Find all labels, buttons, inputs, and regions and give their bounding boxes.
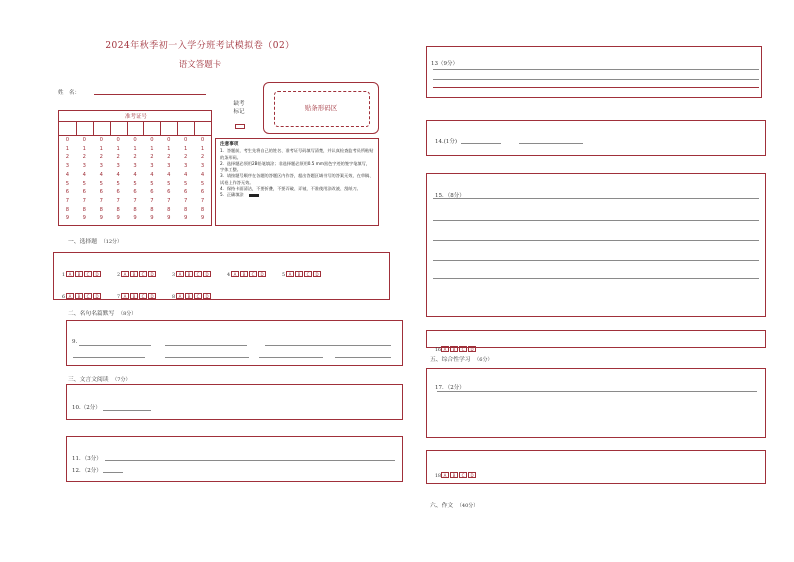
admission-digit-bubble[interactable]: 4 (133, 171, 137, 178)
mcq-option-c[interactable]: C (459, 472, 467, 478)
admission-digit-bubble[interactable]: 4 (167, 171, 171, 178)
mcq-option-b[interactable]: B (185, 271, 193, 277)
answer-box-9 (66, 320, 403, 366)
mcq-question-3 (170, 261, 212, 280)
admission-digit-bubble[interactable]: 5 (65, 180, 70, 187)
mcq-option-d[interactable]: D (313, 271, 321, 277)
admission-digit-bubble[interactable]: 3 (184, 163, 188, 170)
mcq-number: 18 (435, 474, 442, 479)
mcq-option-a[interactable]: A (286, 271, 294, 277)
admission-digit-bubble[interactable]: 6 (184, 189, 188, 196)
mcq-option-b[interactable]: B (295, 271, 303, 277)
filled-example-icon (249, 194, 259, 197)
admission-digit-bubble[interactable]: 2 (200, 154, 205, 161)
admission-number-label: 准考证号 (124, 114, 147, 120)
admission-digit-bubble[interactable]: 3 (99, 163, 103, 170)
admission-digit-bubble[interactable]: 6 (116, 189, 120, 196)
question-9-label: 9. (72, 339, 78, 345)
admission-digit-bubble[interactable]: 6 (133, 189, 137, 196)
question-14-label: 14.(1分) (435, 139, 458, 145)
admission-digit-bubble[interactable]: 3 (65, 163, 70, 170)
question-12-label: 12．（2分） (72, 468, 102, 474)
admission-digit-bubble[interactable]: 5 (150, 180, 154, 187)
admission-digit-bubble[interactable]: 5 (99, 180, 103, 187)
question-15-label: 15．（8分） (435, 193, 465, 199)
mcq-option-a[interactable]: A (231, 271, 239, 277)
admission-digit-bubble[interactable]: 0 (184, 137, 188, 143)
admission-digit-bubble[interactable]: 0 (133, 137, 137, 143)
mcq-option-c[interactable]: C (249, 271, 257, 277)
admission-digit-bubble[interactable]: 4 (200, 171, 205, 178)
mcq-question-1 (60, 261, 102, 280)
mcq-option-c[interactable]: C (194, 293, 202, 299)
admission-digit-bubble[interactable]: 4 (184, 171, 188, 178)
question-13-label: 13（9分） (431, 61, 458, 67)
mcq-option-d[interactable]: D (468, 346, 476, 352)
admission-digit-bubble[interactable]: 2 (65, 154, 70, 161)
mcq-question-6 (60, 283, 102, 302)
mcq-number: 1 (61, 273, 65, 278)
page-subtitle: 语文答题卡 (178, 60, 222, 70)
admission-digit-bubble[interactable]: 9 (133, 215, 137, 222)
answer-box-15 (426, 173, 766, 317)
admission-digit-bubble[interactable]: 7 (65, 197, 70, 204)
mcq-number: 4 (226, 273, 230, 278)
admission-digit-bubble[interactable]: 7 (200, 197, 205, 204)
admission-digit-bubble[interactable]: 9 (99, 215, 103, 222)
mcq-option-c[interactable]: C (139, 293, 147, 299)
mcq-option-a[interactable]: A (176, 293, 184, 299)
absent-mark-box[interactable] (235, 124, 245, 129)
admission-digit-bubble[interactable]: 8 (167, 206, 171, 213)
admission-digit-bubble[interactable]: 9 (167, 215, 171, 222)
mcq-option-d[interactable]: D (203, 293, 211, 299)
admission-digit-bubble[interactable]: 1 (99, 145, 103, 152)
admission-digit-bubble[interactable]: 9 (116, 215, 120, 222)
admission-digit-bubble[interactable]: 8 (99, 206, 103, 213)
mcq-question-2 (115, 261, 157, 280)
page-title: 2024年秋季初一入学分班考试模拟卷（02） (105, 41, 295, 51)
mcq-option-d[interactable]: D (93, 271, 101, 277)
mcq-option-d[interactable]: D (148, 293, 156, 299)
mcq-option-c[interactable]: C (84, 271, 92, 277)
admission-digit-bubble[interactable]: 2 (82, 154, 86, 161)
admission-digit-bubble[interactable]: 4 (82, 171, 86, 178)
admission-digit-bubble[interactable]: 0 (200, 137, 205, 143)
section-6-title: 六、作文 （40分） (430, 503, 479, 509)
mcq-option-d[interactable]: D (93, 293, 101, 299)
section-3-title: 三、文言文阅读 （7分） (68, 377, 131, 383)
mcq-number: 16 (435, 348, 442, 353)
mcq-question-18 (435, 462, 477, 481)
admission-digit-bubble[interactable]: 6 (65, 189, 70, 196)
admission-digit-bubble[interactable]: 4 (116, 171, 120, 178)
mcq-option-b[interactable]: B (185, 293, 193, 299)
mcq-question-5 (280, 261, 322, 280)
notes-line-4: 4．保持卡面清洁，不要折叠，不要弄破、弄皱，不准使用涂改液、刮纸刀。 (220, 186, 361, 192)
question-10-label: 10.（2分） (72, 405, 101, 411)
mcq-option-b[interactable]: B (130, 293, 138, 299)
admission-digit-bubble[interactable]: 9 (184, 215, 188, 222)
answer-box-11-12 (66, 436, 403, 482)
mcq-option-a[interactable]: A (441, 346, 449, 352)
mcq-option-a[interactable]: A (121, 293, 129, 299)
name-label: 姓 名： (58, 90, 81, 96)
mcq-number: 3 (171, 273, 175, 278)
mcq-option-b[interactable]: B (450, 472, 458, 478)
admission-digit-bubble[interactable]: 0 (150, 137, 154, 143)
section-5-title: 五、综合性学习 （6分） (430, 357, 493, 363)
admission-digit-bubble[interactable]: 5 (184, 180, 188, 187)
mcq-question-8 (170, 283, 212, 302)
notes-box (215, 138, 379, 226)
admission-digit-bubble[interactable]: 0 (99, 137, 103, 143)
admission-digit-bubble[interactable]: 2 (99, 154, 103, 161)
mcq-box-18 (426, 450, 766, 484)
answer-box-13 (426, 46, 762, 98)
mcq-option-a[interactable]: A (66, 293, 74, 299)
barcode-area (263, 82, 379, 134)
absent-mark-label: 缺考标记 (233, 101, 245, 115)
answer-box-14 (426, 120, 766, 156)
admission-digit-bubble[interactable]: 3 (200, 163, 205, 170)
admission-digit-bubble[interactable]: 4 (65, 171, 70, 178)
admission-digit-bubble[interactable]: 3 (133, 163, 137, 170)
question-11-label: 11．（3分） (72, 456, 102, 462)
mcq-option-b[interactable]: B (240, 271, 248, 277)
admission-digit-bubble[interactable]: 1 (200, 145, 205, 152)
mcq-option-d[interactable]: D (258, 271, 266, 277)
mcq-option-c[interactable]: C (304, 271, 312, 277)
mcq-option-c[interactable]: C (84, 293, 92, 299)
admission-digit-bubble[interactable]: 9 (200, 215, 205, 222)
mcq-number: 7 (116, 295, 120, 300)
notes-line-2: 2．选择题必须用2B铅笔填涂；非选择题必须用0.5 mm黑色字迹的签字笔填写，字体工整。 (220, 160, 370, 173)
notes-title: 注意事项 (220, 142, 239, 147)
mcq-option-b[interactable]: B (75, 293, 83, 299)
admission-digit-bubble[interactable]: 8 (116, 206, 120, 213)
admission-digit-bubble[interactable]: 2 (184, 154, 188, 161)
mcq-option-d[interactable]: D (148, 271, 156, 277)
admission-digit-bubble[interactable]: 6 (82, 189, 86, 196)
admission-digit-bubble[interactable]: 8 (82, 206, 86, 213)
admission-digit-bubble[interactable]: 7 (99, 197, 103, 204)
admission-digit-bubble[interactable]: 8 (150, 206, 154, 213)
notes-line-1: 1．答题前，考生先将自己的姓名、准考证号码填写清楚，并认真检查监考员所粘贴的条形码。 (220, 148, 374, 160)
mcq-option-c[interactable]: C (459, 346, 467, 352)
admission-digit-bubble[interactable]: 1 (116, 145, 120, 152)
admission-digit-bubble[interactable]: 5 (116, 180, 120, 187)
admission-digit-bubble[interactable]: 1 (65, 145, 70, 152)
notes-line-3: 3．请按题号顺序在各题的答题区内作答，超出答题区域书写的答案无效，在草稿、试卷上作答无效。 (220, 173, 374, 185)
admission-digit-bubble[interactable]: 5 (82, 180, 86, 187)
mcq-option-a[interactable]: A (441, 472, 449, 478)
admission-digit-bubble[interactable]: 4 (99, 171, 103, 178)
admission-digit-bubble[interactable]: 4 (150, 171, 154, 178)
mcq-option-c[interactable]: C (139, 271, 147, 277)
admission-digit-bubble[interactable]: 1 (184, 145, 188, 152)
admission-digit-bubble[interactable]: 6 (99, 189, 103, 196)
admission-digit-bubble[interactable]: 9 (65, 215, 70, 222)
mcq-option-a[interactable]: A (176, 271, 184, 277)
mcq-number: 2 (116, 273, 120, 278)
admission-digit-bubble[interactable]: 8 (200, 206, 205, 213)
admission-digit-bubble[interactable]: 3 (116, 163, 120, 170)
mcq-option-c[interactable]: C (194, 271, 202, 277)
mcq-option-b[interactable]: B (450, 346, 458, 352)
admission-digit-bubble[interactable]: 9 (82, 215, 86, 222)
admission-digit-bubble[interactable]: 1 (167, 145, 171, 152)
admission-digit-bubble[interactable]: 5 (200, 180, 205, 187)
admission-digit-bubble[interactable]: 0 (167, 137, 171, 143)
barcode-label: 贴条形码区 (304, 104, 338, 112)
admission-digit-bubble[interactable]: 5 (167, 180, 171, 187)
admission-digit-bubble[interactable]: 3 (82, 163, 86, 170)
admission-digit-bubble[interactable]: 0 (82, 137, 86, 143)
admission-digit-bubble[interactable]: 6 (150, 189, 154, 196)
admission-digit-bubble[interactable]: 8 (133, 206, 137, 213)
name-field[interactable] (94, 94, 206, 95)
admission-digit-bubble[interactable]: 7 (184, 197, 188, 204)
notes-line-5 (220, 192, 374, 198)
admission-digit-bubble[interactable]: 3 (167, 163, 171, 170)
admission-digit-bubble[interactable]: 7 (167, 197, 171, 204)
mcq-option-b[interactable]: B (130, 271, 138, 277)
admission-digit-bubble[interactable]: 2 (150, 154, 154, 161)
mcq-option-a[interactable]: A (66, 271, 74, 277)
admission-digit-bubble[interactable]: 1 (82, 145, 86, 152)
admission-digit-bubble[interactable]: 3 (150, 163, 154, 170)
mcq-box-1 (53, 252, 390, 300)
admission-digit-bubble[interactable]: 7 (116, 197, 120, 204)
admission-digit-bubble[interactable]: 6 (167, 189, 171, 196)
admission-digit-bubble[interactable]: 2 (133, 154, 137, 161)
admission-digit-bubble[interactable]: 9 (150, 215, 154, 222)
admission-digit-bubble[interactable]: 7 (133, 197, 137, 204)
admission-digit-bubble[interactable]: 2 (167, 154, 171, 161)
mcq-question-4 (225, 261, 267, 280)
admission-digit-bubble[interactable]: 2 (116, 154, 120, 161)
section-2-title: 二、名句名篇默写 （8分） (68, 311, 137, 317)
admission-digit-bubble[interactable]: 6 (200, 189, 205, 196)
mcq-box-16 (426, 330, 766, 353)
admission-number-grid (58, 110, 212, 226)
admission-digit-bubble[interactable]: 1 (133, 145, 137, 152)
mcq-number: 8 (171, 295, 175, 300)
admission-digit-bubble[interactable]: 8 (184, 206, 188, 213)
answer-box-10 (66, 384, 403, 420)
mcq-option-d[interactable]: D (468, 472, 476, 478)
admission-digit-bubble[interactable]: 7 (150, 197, 154, 204)
mcq-number: 5 (281, 273, 285, 278)
admission-digit-bubble[interactable]: 5 (133, 180, 137, 187)
answer-box-17 (426, 368, 766, 438)
admission-digit-bubble[interactable]: 0 (65, 137, 70, 143)
notes-line-5-text: 5．正确填涂 (220, 192, 244, 198)
mcq-option-b[interactable]: B (75, 271, 83, 277)
section-1-title: 一、选择题 （12分） (68, 239, 123, 245)
mcq-option-d[interactable]: D (203, 271, 211, 277)
admission-digit-bubble[interactable]: 1 (150, 145, 154, 152)
admission-digit-bubble[interactable]: 0 (116, 137, 120, 143)
admission-digit-bubble[interactable]: 8 (65, 206, 70, 213)
mcq-option-a[interactable]: A (121, 271, 129, 277)
admission-digit-bubble[interactable]: 7 (82, 197, 86, 204)
question-17-label: 17．（2分） (435, 385, 465, 391)
mcq-question-7 (115, 283, 157, 302)
mcq-number: 6 (61, 295, 65, 300)
mcq-question-16 (435, 336, 477, 355)
